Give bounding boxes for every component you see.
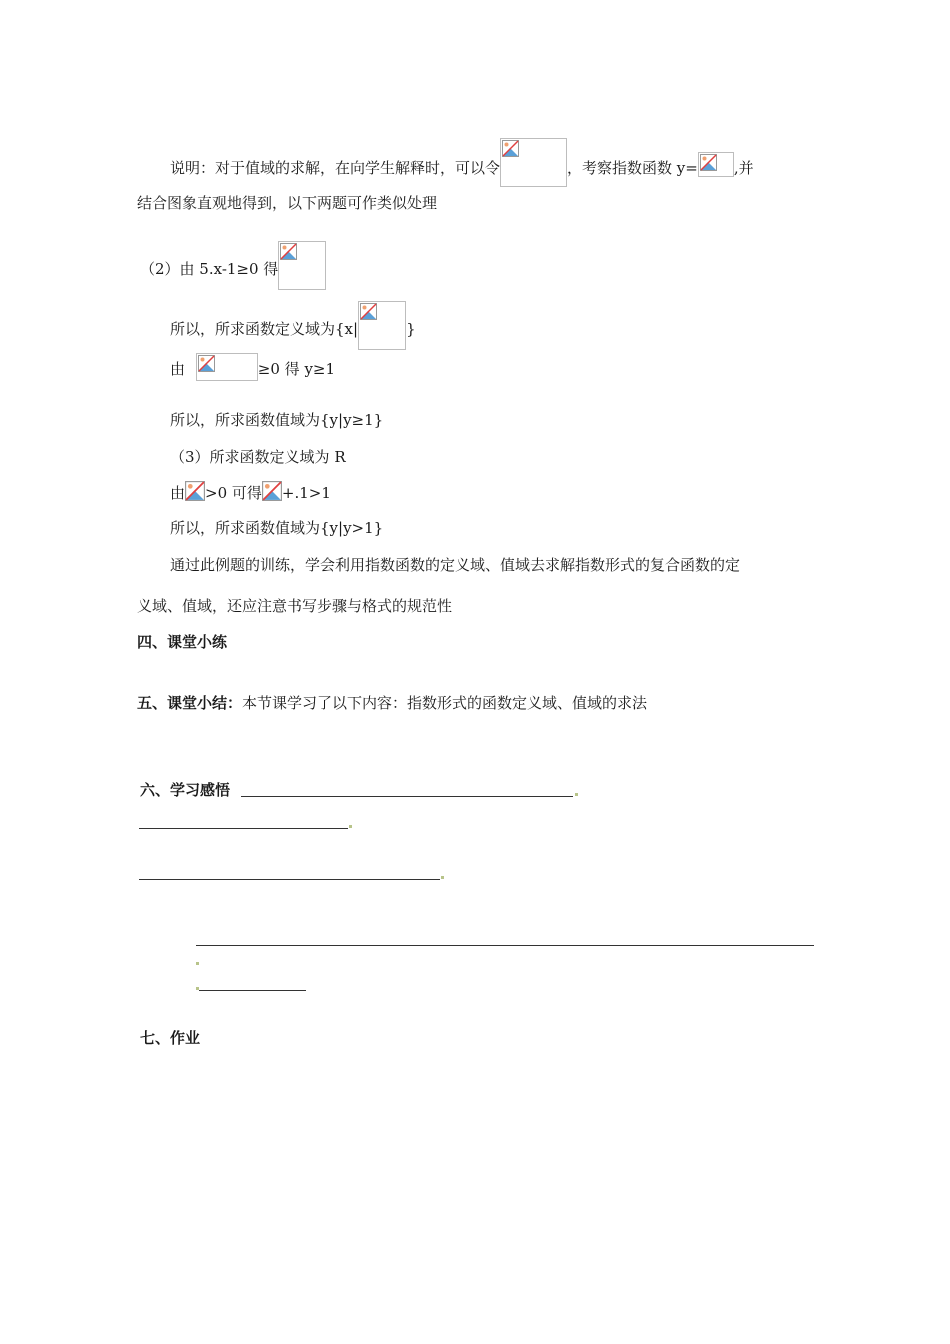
paragraph-mark: [575, 793, 578, 796]
section-homework-heading: 七、作业: [140, 1029, 201, 1047]
line-continuation: 结合图象直观地得到，以下两题可作类似处理: [137, 194, 438, 212]
section-reflection-heading: 六、学习感悟: [140, 781, 231, 799]
formula-image: [698, 152, 734, 177]
line-explanation: 说明：对于值域的求解，在向学生解释时，可以令 ，考察指数函数 y= ,并: [170, 138, 754, 187]
paragraph-mark: [441, 876, 444, 879]
formula-image: [500, 138, 567, 187]
reflection-blank-line[interactable]: [139, 879, 440, 880]
formula-image: [196, 353, 258, 381]
line-item-2: （2）由 5.x-1≥0 得: [140, 241, 326, 290]
section-practice-heading: 四、课堂小练: [137, 633, 228, 651]
formula-image: [185, 481, 205, 501]
paragraph-mark: [196, 962, 199, 965]
line-summary-1: 通过此例题的训练，学会利用指数函数的定义域、值域去求解指数形式的复合函数的定: [170, 556, 741, 574]
line-domain-result: 所以，所求函数定义域为{x| }: [170, 301, 416, 350]
broken-image-icon: [502, 140, 519, 157]
broken-image-icon: [280, 243, 297, 260]
broken-image-icon: [700, 154, 717, 171]
reflection-blank-line[interactable]: [241, 796, 573, 797]
line-summary-2: 义域、值域，还应注意书写步骤与格式的规范性: [137, 597, 453, 615]
reflection-blank-line[interactable]: [196, 945, 814, 946]
broken-image-icon: [262, 481, 282, 501]
line-range-result-1: 所以，所求函数值域为{y|y≥1}: [170, 411, 384, 429]
broken-image-icon: [185, 481, 205, 501]
formula-image: [278, 241, 326, 290]
broken-image-icon: [198, 355, 215, 372]
line-item-3: （3）所求函数定义域为 R: [170, 448, 346, 466]
line-item-3-condition: 由 >0 可得 +.1>1: [170, 481, 331, 503]
formula-image: [262, 481, 282, 501]
paragraph-mark: [349, 825, 352, 828]
line-range-result-2: 所以，所求函数值域为{y|y>1}: [170, 519, 384, 537]
reflection-blank-line[interactable]: [199, 990, 306, 991]
formula-image: [358, 301, 406, 350]
section-summary: 五、课堂小结：本节课学习了以下内容：指数形式的函数定义域、值域的求法: [137, 694, 648, 712]
line-from-condition: 由 ≥0 得 y≥1: [170, 353, 335, 381]
reflection-blank-line[interactable]: [139, 828, 348, 829]
broken-image-icon: [360, 303, 377, 320]
